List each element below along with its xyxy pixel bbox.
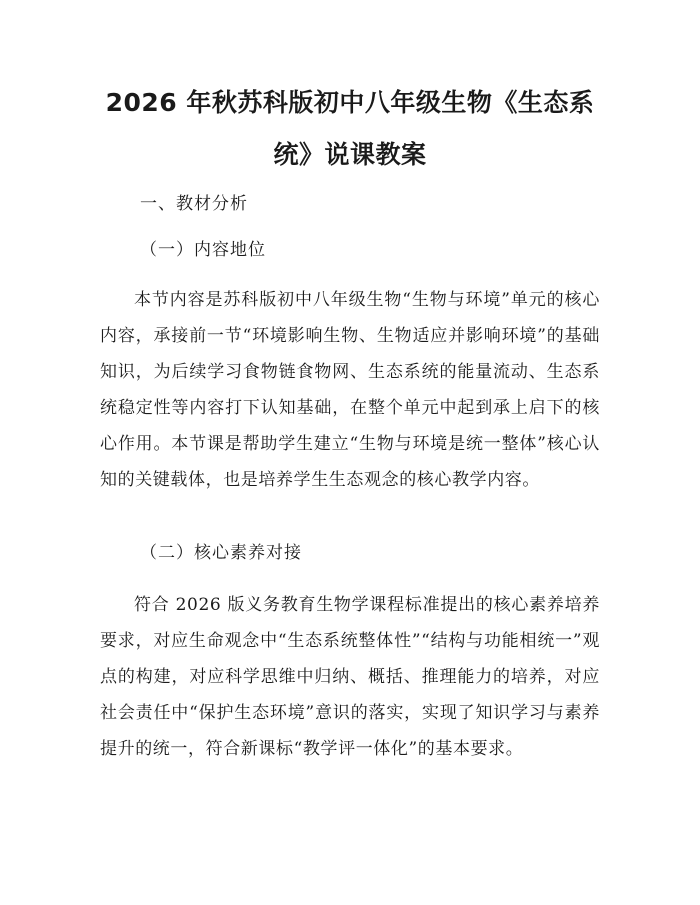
paragraph-content-position: 本节内容是苏科版初中八年级生物“生物与环境”单元的核心内容，承接前一节“环境影响生物、生物适应并影响环境”的基础知识，为后续学习食物链食物网、生态系统的能量流动、生态系统稳定性等内容打下认知基础，在整个单元中起到承上启下的核心作用。本节课是帮助学生建立“生物与环境是统一整体”核心认知的关键载体，也是培养学生生态观念的核心教学内容。 bbox=[100, 290, 600, 490]
document-title: 2026 年秋苏科版初中八年级生物《生态系统》说课教案 bbox=[105, 88, 595, 169]
section-heading-textbook-analysis: 一、教材分析 bbox=[140, 194, 248, 214]
subsection-heading-content-position: （一）内容地位 bbox=[140, 240, 266, 260]
subsection-heading-core-literacy: （二）核心素养对接 bbox=[140, 543, 302, 563]
paragraph-core-literacy: 符合 2026 版义务教育生物学课程标准提出的核心素养培养要求，对应生命观念中“生态系统整体性”“结构与功能相统一”观点的构建，对应科学思维中归纳、概括、推理能力的培养，对应社会责任中“保护生态环境”意识的落实，实现了知识学习与素养提升的统一，符合新课标“教学评一体化”的基本要求。 bbox=[100, 595, 600, 759]
